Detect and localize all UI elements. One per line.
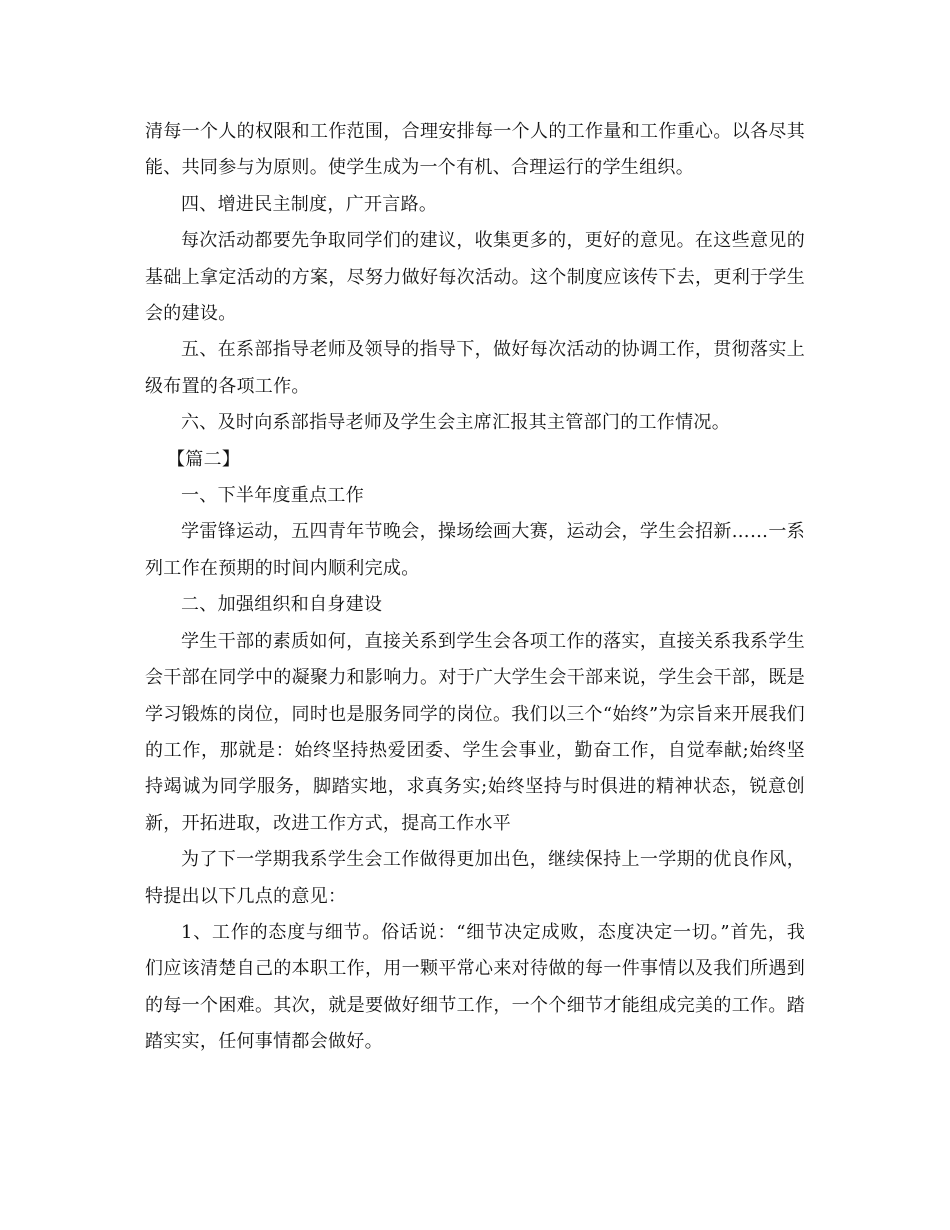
paragraph-activities: 学雷锋运动，五四青年节晚会，操场绘画大赛，运动会，学生会招新……一系列工作在预期的时间内顺利完成。 (145, 521, 805, 579)
paragraph-heading-one: 一、下半年度重点工作 (181, 485, 364, 507)
paragraph-section-four-heading: 四、增进民主制度，广开言路。 (181, 193, 438, 215)
paragraph-section-six: 六、及时向系部指导老师及学生会主席汇报其主管部门的工作情况。 (181, 412, 730, 434)
paragraph-section-five: 五、在系部指导老师及领导的指导下，做好每次活动的协调工作，贯彻落实上级布置的各项工作。 (145, 339, 805, 397)
document-body (145, 114, 805, 1061)
paragraph-continuation: 清每一个人的权限和工作范围，合理安排每一个人的工作量和工作重心。以各尽其能、共同参与为原则。使学生成为一个有机、合理运行的学生组织。 (145, 121, 805, 179)
section-heading-part-two: 【篇二】 (167, 448, 241, 470)
paragraph-suggestions-intro: 为了下一学期我系学生会工作做得更加出色，继续保持上一学期的优良作风，特提出以下几点的意见： (145, 849, 805, 907)
paragraph-section-four-body: 每次活动都要先争取同学们的建议，收集更多的，更好的意见。在这些意见的基础上拿定活动的方案，尽努力做好每次活动。这个制度应该传下去，更利于学生会的建设。 (145, 230, 805, 325)
paragraph-heading-two: 二、加强组织和自身建设 (181, 594, 383, 616)
paragraph-suggestion-one: 1、工作的态度与细节。俗话说：“细节决定成败，态度决定一切。”首先，我们应该清楚自己的本职工作，用一颗平常心来对待做的每一件事情以及我们所遇到的每一个困难。其次，就是要做好细节工作，一个个细节才能组成完美的工作。踏踏实实，任何事情都会做好。 (145, 921, 805, 1053)
paragraph-organization: 学生干部的素质如何，直接关系到学生会各项工作的落实，直接关系我系学生会干部在同学中的凝聚力和影响力。对于广大学生会干部来说，学生会干部，既是学习锻炼的岗位，同时也是服务同学的岗位。我们以三个“始终”为宗旨来开展我们的工作，那就是：始终坚持热爱团委、学生会事业，勤奋工作，自觉奉献;始终坚持竭诚为同学服务，脚踏实地，求真务实;始终坚持与时俱进的精神状态，锐意创新，开拓进取，改进工作方式，提高工作水平 (145, 630, 805, 834)
